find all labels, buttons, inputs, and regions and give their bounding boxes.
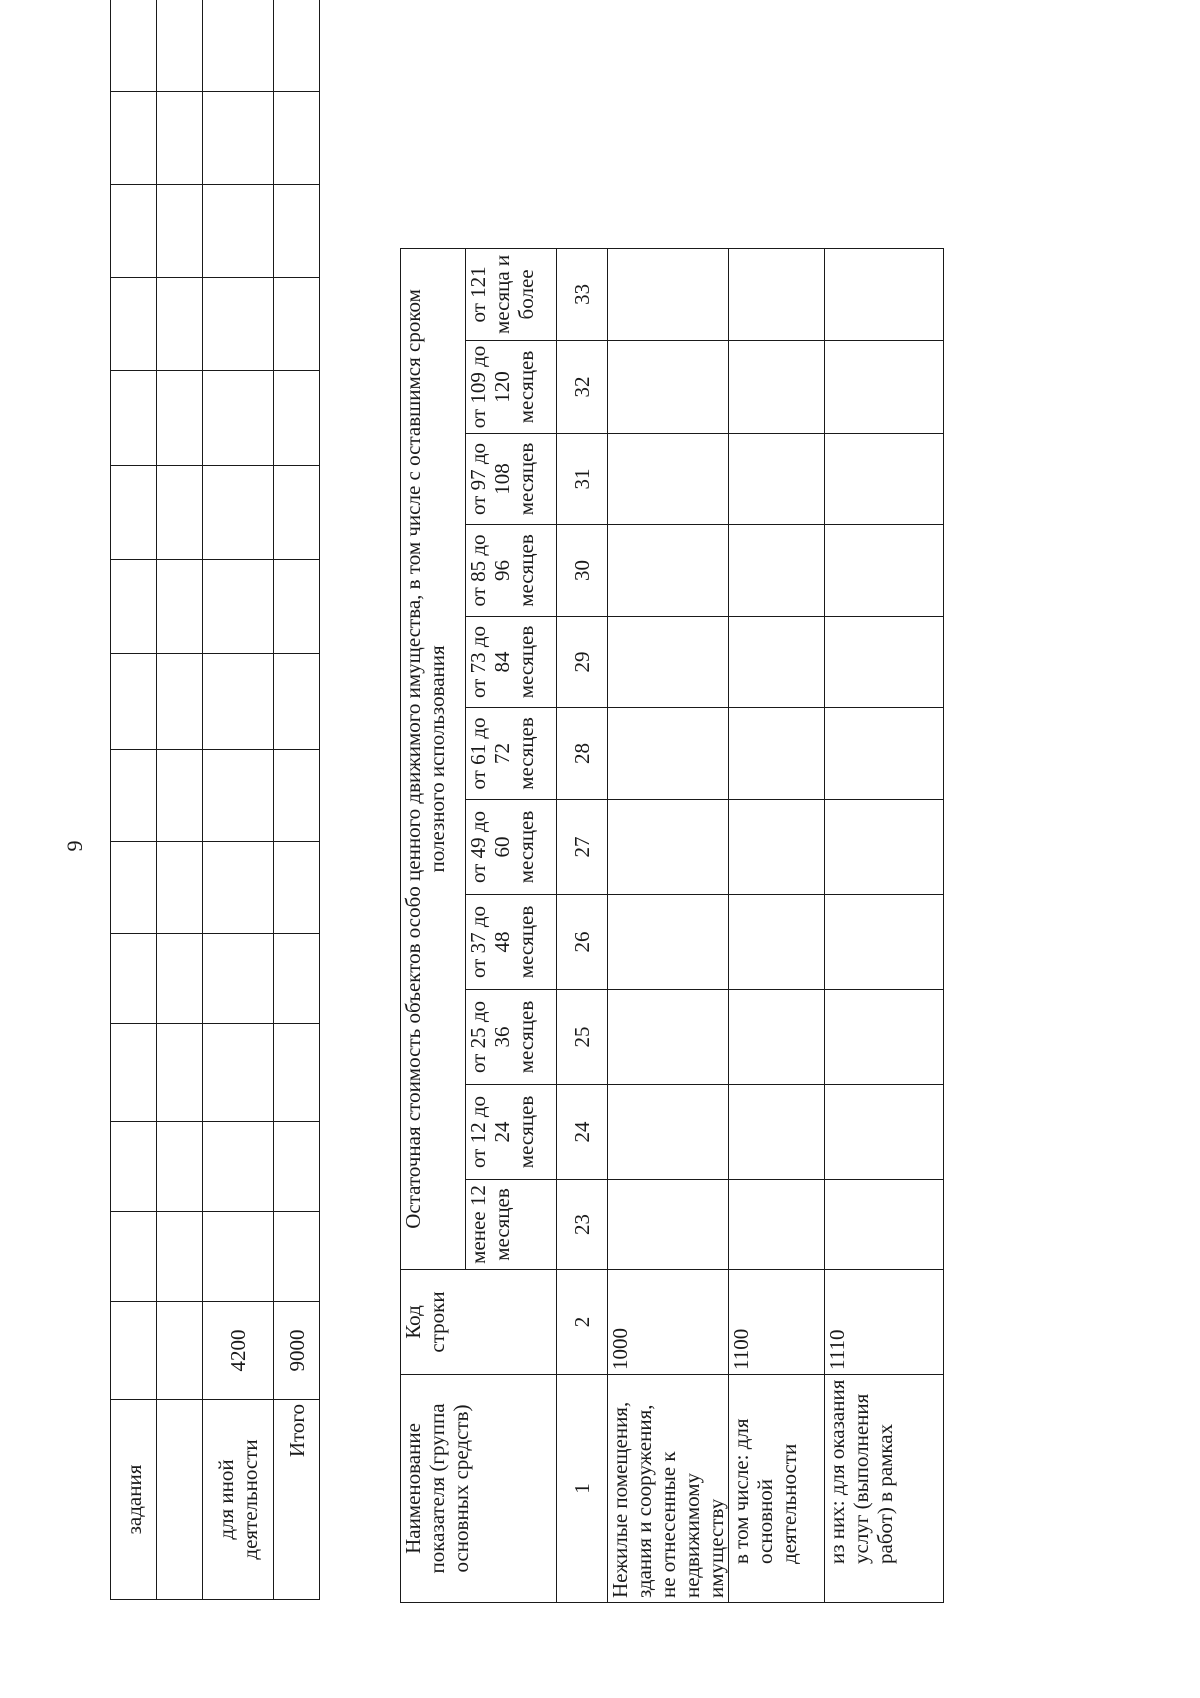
table-cell bbox=[608, 617, 729, 708]
table-cell bbox=[274, 1024, 320, 1122]
column-number: 33 bbox=[557, 248, 608, 340]
row-label: для иной деятельности bbox=[203, 1400, 274, 1600]
period-header: от 61 до 72 месяцев bbox=[466, 708, 557, 800]
table-cell bbox=[825, 248, 944, 340]
row-code bbox=[157, 1302, 203, 1400]
table-cell bbox=[825, 708, 944, 800]
top-table-row bbox=[111, 0, 157, 1600]
table-cell bbox=[203, 1122, 274, 1212]
table-cell bbox=[157, 1212, 203, 1302]
column-number: 29 bbox=[557, 617, 608, 708]
period-header: от 25 до 36 месяцев bbox=[466, 990, 557, 1085]
table-cell bbox=[274, 0, 320, 92]
total-code: 9000 bbox=[274, 1302, 320, 1400]
table-cell bbox=[203, 1212, 274, 1302]
table-cell bbox=[111, 371, 157, 466]
table-cell bbox=[203, 560, 274, 654]
table-cell bbox=[608, 1085, 729, 1180]
table-cell bbox=[825, 617, 944, 708]
header-residual-value: Остаточная стоимость объектов особо ценного движимого имущества, в том числе с оставшимся сроком полезного использования bbox=[401, 248, 466, 1269]
table-cell bbox=[274, 842, 320, 934]
table-cell bbox=[608, 434, 729, 525]
table-cell bbox=[203, 934, 274, 1024]
table-cell bbox=[729, 708, 825, 800]
table-cell bbox=[729, 1180, 825, 1270]
table-cell bbox=[203, 371, 274, 466]
table-cell bbox=[729, 434, 825, 525]
table-cell bbox=[157, 750, 203, 842]
table-cell bbox=[274, 750, 320, 842]
table-cell bbox=[111, 842, 157, 934]
table-cell bbox=[203, 185, 274, 278]
table-cell bbox=[274, 654, 320, 750]
table-cell bbox=[203, 0, 274, 92]
table-cell bbox=[111, 278, 157, 371]
continued-table bbox=[110, 0, 320, 1600]
table-cell bbox=[157, 371, 203, 466]
table-cell bbox=[157, 560, 203, 654]
period-header: от 12 до 24 месяцев bbox=[466, 1085, 557, 1180]
table-cell bbox=[608, 800, 729, 895]
table-cell bbox=[729, 248, 825, 340]
table-cell bbox=[111, 92, 157, 185]
table-cell bbox=[274, 185, 320, 278]
top-table-row bbox=[203, 0, 274, 1600]
row-code: 4200 bbox=[203, 1302, 274, 1400]
column-number: 25 bbox=[557, 990, 608, 1085]
table-cell bbox=[274, 1212, 320, 1302]
row-code: 1100 bbox=[729, 1270, 825, 1375]
table-cell bbox=[825, 800, 944, 895]
table-cell bbox=[203, 654, 274, 750]
table-cell bbox=[111, 750, 157, 842]
table-cell bbox=[729, 990, 825, 1085]
row-name: в том числе: для основной деятельности bbox=[729, 1375, 825, 1603]
table-cell bbox=[608, 525, 729, 617]
row-name: Нежилые помещения, здания и сооружения, не отнесенные к недвижимому имуществу bbox=[608, 1375, 729, 1603]
table-cell bbox=[111, 560, 157, 654]
table-cell bbox=[111, 1212, 157, 1302]
column-number: 24 bbox=[557, 1085, 608, 1180]
table-cell bbox=[825, 895, 944, 990]
table-cell bbox=[729, 525, 825, 617]
table-cell bbox=[111, 654, 157, 750]
table-cell bbox=[608, 1180, 729, 1270]
table-cell bbox=[157, 654, 203, 750]
table-cell bbox=[729, 1085, 825, 1180]
table-cell bbox=[203, 842, 274, 934]
table-cell bbox=[729, 341, 825, 434]
table-cell bbox=[111, 185, 157, 278]
table-cell bbox=[203, 750, 274, 842]
table-cell bbox=[825, 1085, 944, 1180]
table-cell bbox=[111, 0, 157, 92]
table-cell bbox=[274, 92, 320, 185]
table-cell bbox=[825, 1180, 944, 1270]
period-header: от 37 до 48 месяцев bbox=[466, 895, 557, 990]
table-cell bbox=[111, 934, 157, 1024]
table-cell bbox=[274, 278, 320, 371]
table-cell bbox=[111, 1122, 157, 1212]
period-header: от 97 до 108 месяцев bbox=[466, 434, 557, 525]
residual-value-table bbox=[400, 0, 944, 1603]
column-number: 28 bbox=[557, 708, 608, 800]
row-label: задания bbox=[111, 1400, 157, 1600]
column-number: 30 bbox=[557, 525, 608, 617]
header-name: Наименование показателя (группа основных средств) bbox=[401, 1375, 557, 1603]
period-header: от 73 до 84 месяцев bbox=[466, 617, 557, 708]
top-table-total-row bbox=[274, 0, 320, 1600]
table-cell bbox=[729, 895, 825, 990]
column-number: 23 bbox=[557, 1180, 608, 1270]
row-code: 1000 bbox=[608, 1270, 729, 1375]
table-cell bbox=[157, 0, 203, 92]
table-cell bbox=[157, 466, 203, 560]
period-header: менее 12 месяцев bbox=[466, 1180, 557, 1270]
table-cell bbox=[608, 708, 729, 800]
column-number: 2 bbox=[557, 1270, 608, 1375]
table-cell bbox=[729, 800, 825, 895]
page-number: 9 bbox=[62, 840, 87, 852]
table-cell bbox=[274, 934, 320, 1024]
table-cell bbox=[274, 560, 320, 654]
table-cell bbox=[608, 895, 729, 990]
column-number: 27 bbox=[557, 800, 608, 895]
row-label bbox=[157, 1400, 203, 1600]
table-cell bbox=[274, 466, 320, 560]
table-cell bbox=[608, 341, 729, 434]
column-number: 26 bbox=[557, 895, 608, 990]
table-cell bbox=[729, 617, 825, 708]
table-cell bbox=[111, 1024, 157, 1122]
table-cell bbox=[157, 1024, 203, 1122]
total-label: Итого bbox=[274, 1400, 320, 1600]
row-code bbox=[111, 1302, 157, 1400]
table-cell bbox=[825, 525, 944, 617]
table-cell bbox=[203, 1024, 274, 1122]
table-cell bbox=[608, 990, 729, 1085]
period-header: от 49 до 60 месяцев bbox=[466, 800, 557, 895]
row-name: из них: для оказания услуг (выполнения работ) в рамках bbox=[825, 1375, 944, 1603]
table-cell bbox=[274, 371, 320, 466]
period-header: от 109 до 120 месяцев bbox=[466, 341, 557, 434]
table-cell bbox=[157, 92, 203, 185]
column-number: 31 bbox=[557, 434, 608, 525]
table-cell bbox=[825, 990, 944, 1085]
header-code: Код строки bbox=[401, 1270, 557, 1375]
column-number: 32 bbox=[557, 341, 608, 434]
table-cell bbox=[203, 92, 274, 185]
table-margin bbox=[401, 0, 944, 248]
column-number: 1 bbox=[557, 1375, 608, 1603]
table-cell bbox=[157, 278, 203, 371]
table-cell bbox=[825, 434, 944, 525]
header-row-group bbox=[401, 0, 466, 1603]
table-cell bbox=[157, 934, 203, 1024]
table-cell bbox=[157, 842, 203, 934]
table-cell bbox=[608, 248, 729, 340]
table-cell bbox=[203, 466, 274, 560]
top-table-row bbox=[157, 0, 203, 1600]
table-cell bbox=[157, 1122, 203, 1212]
table-cell bbox=[157, 185, 203, 278]
period-header: от 85 до 96 месяцев bbox=[466, 525, 557, 617]
table-cell bbox=[111, 466, 157, 560]
table-cell bbox=[825, 341, 944, 434]
table-cell bbox=[203, 278, 274, 371]
row-code: 1110 bbox=[825, 1270, 944, 1375]
period-header: от 121 месяца и более bbox=[466, 248, 557, 340]
table-cell bbox=[274, 1122, 320, 1212]
